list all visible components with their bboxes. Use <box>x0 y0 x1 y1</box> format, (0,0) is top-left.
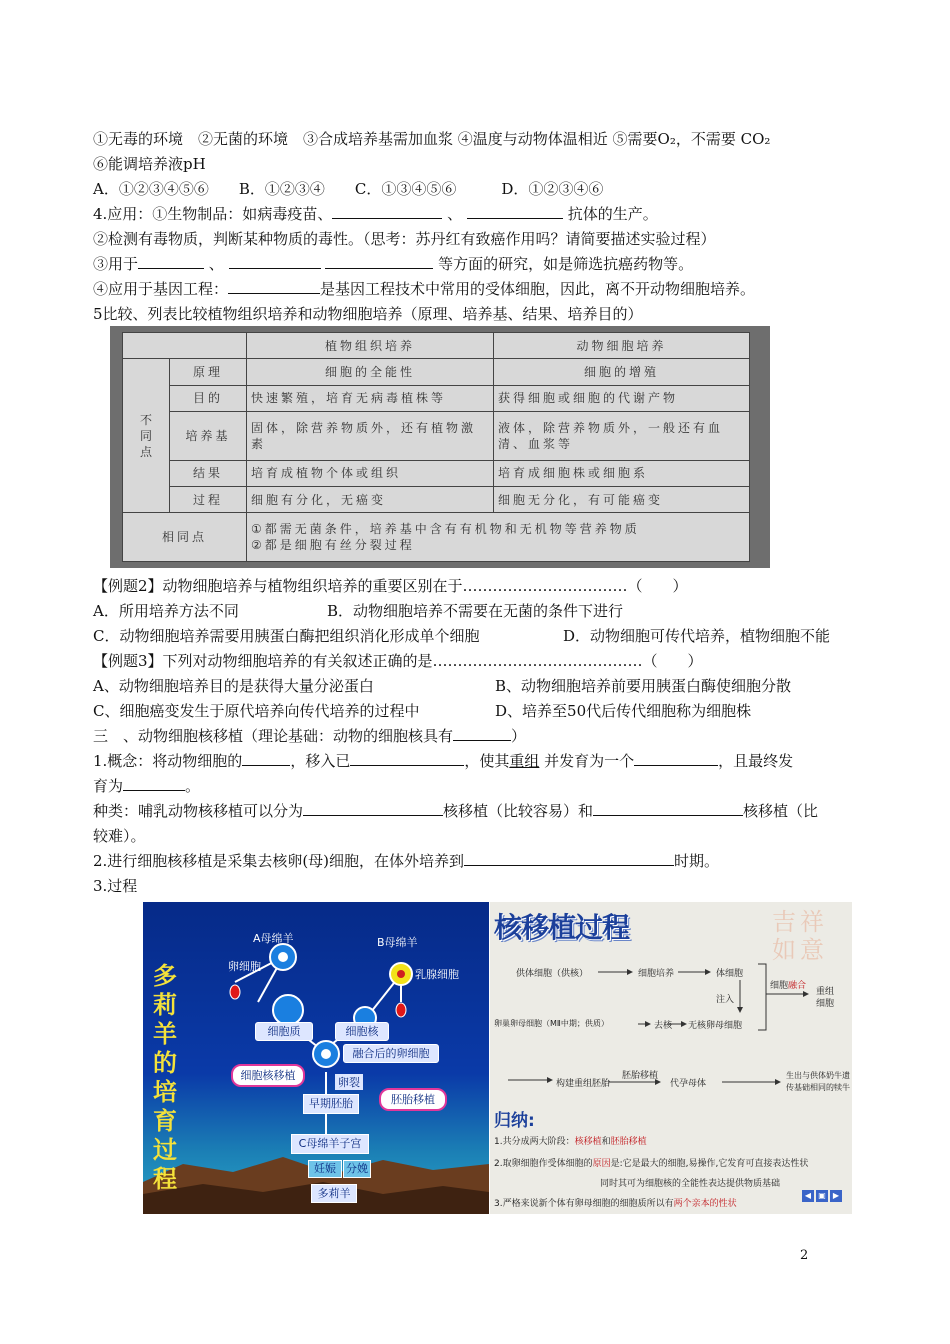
table-cell: 细胞无分化，有可能癌变 <box>494 487 750 513</box>
early-embryo-box: 早期胚胎 <box>303 1094 359 1114</box>
table-cell: 细胞有分化，无癌变 <box>247 487 494 513</box>
choice-b[interactable]: B．动物细胞培养不需要在无菌的条件下进行 <box>327 602 624 620</box>
cell-culture-label: 细胞培养 <box>638 969 675 979</box>
fill-blank[interactable] <box>464 851 674 866</box>
table-cell: 快速繁殖，培育无病毒植株等 <box>247 385 494 411</box>
nuclear-transfer-diagram <box>490 902 852 1214</box>
row-label: 原理 <box>170 359 247 385</box>
answer-choices: A．①②③④⑤⑥ B．①②③④ C．①③④⑤⑥ D．①②③④⑥ <box>93 180 604 198</box>
next-slide-icon[interactable]: ▶ <box>830 1190 842 1202</box>
table-row <box>123 513 750 562</box>
home-slide-icon[interactable]: ▣ <box>816 1190 828 1202</box>
table-head-plant: 植物组织培养 <box>247 333 494 359</box>
application-line: ②检测有毒物质，判断某种物质的毒性。（思考：苏丹红有致癌作用吗？请简要描述实验过程） <box>93 230 716 248</box>
cytoplasm-box: 细胞质 <box>255 1022 313 1041</box>
somatic-cell-label: 体细胞 <box>716 969 744 979</box>
choice-c[interactable]: C．动物细胞培养需要用胰蛋白酶把组织消化形成单个细胞 <box>93 627 480 645</box>
choice-c[interactable]: C、细胞癌变发生于原代培养向传代培养的过程中 <box>93 702 420 720</box>
application-line: ③用于 、 等方面的研究，如是筛选抗癌药物等。 <box>93 255 694 273</box>
summary-line: 同时其可为细胞核的全能性表达提供物质基础 <box>600 1179 781 1189</box>
comparison-table <box>122 332 750 562</box>
embryo-transfer-label: 胚胎移植 <box>622 1071 659 1081</box>
fill-blank[interactable] <box>593 801 743 816</box>
summary-line: 2.取卵细胞作受体细胞的原因是:它是最大的细胞,易操作,它发育可直接表达性状 <box>494 1159 809 1169</box>
enucleated-egg-shape <box>273 995 303 1025</box>
decorative-stamp: 吉祥如意 <box>772 908 828 964</box>
table-cell: 培育成细胞株或细胞系 <box>494 460 750 486</box>
fused-egg-box: 融合后的卵细胞 <box>343 1044 439 1063</box>
build-embryo-label: 构建重组胚胎 <box>556 1079 611 1089</box>
table-head-animal: 动物细胞培养 <box>494 333 750 359</box>
choice-d[interactable]: D．动物细胞可传代培养，植物细胞不能 <box>563 627 831 645</box>
pregnancy-box: 妊娠 <box>308 1160 342 1178</box>
removed-nucleus-shape <box>230 985 240 999</box>
fusion-label: 细胞融合 <box>770 981 807 991</box>
row-label: 目的 <box>170 385 247 411</box>
fill-blank[interactable] <box>138 254 204 269</box>
recombinant-cell-label: 重组细胞 <box>816 987 835 1009</box>
table-cell: 细胞的全能性 <box>247 359 494 385</box>
application-line: ④应用于基因工程： 是基因工程技术中常用的受体细胞，因此，离不开动物细胞培养。 <box>93 280 756 298</box>
fill-blank[interactable] <box>123 776 185 791</box>
summary-title: 归纳: <box>494 1111 535 1131</box>
table-cell: 液体，除营养物质外，一般还有血清、血浆等 <box>494 412 750 461</box>
table-cell: 获得细胞或细胞的代谢产物 <box>494 385 750 411</box>
summary-line: 1.共分成两大阶段：核移植和胚胎移植 <box>494 1137 647 1147</box>
oocyte-label: 卵巢卵母细胞（MⅡ中期；供质） <box>494 1019 609 1028</box>
fill-blank[interactable] <box>303 801 443 816</box>
choice-b[interactable]: B、动物细胞培养前要用胰蛋白酶使细胞分散 <box>495 677 792 695</box>
table-row <box>123 359 750 385</box>
fill-blank[interactable] <box>325 254 433 269</box>
sheep-b-label: B母绵羊 <box>377 936 418 949</box>
birth-box: 分娩 <box>343 1160 371 1178</box>
fill-blank[interactable] <box>467 204 563 219</box>
concept-line: 1.概念：将动物细胞的 ，移入已 ，使其重组 并发育为一个 ，且最终发 <box>93 752 794 770</box>
concept-line: 育为 。 <box>93 777 201 795</box>
choice-d[interactable]: D、培养至50代后传代细胞称为细胞株 <box>495 702 752 720</box>
fill-blank[interactable] <box>229 254 321 269</box>
comparison-table-image <box>110 326 770 568</box>
uterus-box: C母绵羊子宫 <box>291 1134 369 1154</box>
options-line: ①无毒的环境 ②无菌的环境 ③合成培养基需加血浆 ④温度与动物体温相近 ⑤需要O₂，不需要 CO₂ <box>93 130 771 148</box>
row-label: 结果 <box>170 460 247 486</box>
result-label: 生出与供体奶牛遗传基础相同的犊牛 <box>786 1071 850 1092</box>
options-line: ⑥能调培养液pH <box>93 155 206 173</box>
table-row <box>123 385 750 411</box>
table-cell: 固体，除营养物质外，还有植物激素 <box>247 412 494 461</box>
choice-a[interactable]: A、动物细胞培养目的是获得大量分泌蛋白 <box>93 677 374 695</box>
surrogate-label: 代孕母体 <box>670 1079 707 1089</box>
dolly-diagram <box>143 902 489 1214</box>
process-title: 核移植过程 <box>494 911 630 944</box>
egg-label: 卵细胞 <box>228 960 261 973</box>
table-cell: ①都需无菌条件，培养基中含有有机物和无机物等营养物质 ②都是细胞有丝分裂过程 <box>247 513 750 562</box>
example2-question: 【例题2】动物细胞培养与植物组织培养的重要区别在于……………………………（ ） <box>93 577 688 595</box>
types-line: 较难）。 <box>93 827 146 845</box>
process-heading: 3.过程 <box>93 877 138 895</box>
fill-blank[interactable] <box>332 204 442 219</box>
summary-line: 3.严格来说新个体有卵母细胞的细胞质所以有两个亲本的性状 <box>494 1199 737 1209</box>
row-label: 相同点 <box>123 513 247 562</box>
row-label: 培养基 <box>170 412 247 461</box>
embryo-transfer-bubble: 胚胎移植 <box>379 1088 447 1111</box>
diff-label: 不同点 <box>123 359 170 513</box>
culture-line: 2.进行细胞核移植是采集去核卵(母)细胞，在体外培养到 时期。 <box>93 852 720 870</box>
dolly-title: 多莉羊的培育过程 <box>153 962 177 1193</box>
table-row <box>123 487 750 513</box>
dolly-box: 多莉羊 <box>311 1184 357 1203</box>
sheep-a-label: A母绵羊 <box>253 932 294 945</box>
choice-a[interactable]: A．所用培养方法不同 <box>93 602 239 620</box>
row-label: 过程 <box>170 487 247 513</box>
application-line: 4.应用：①生物制品：如病毒疫苗、 、 抗体的生产。 <box>93 205 658 223</box>
enucleate-label: 去核 <box>654 1021 673 1031</box>
fill-blank[interactable] <box>228 279 320 294</box>
comparison-heading: 5比较、列表比较植物组织培养和动物细胞培养（原理、培养基、结果、培养目的） <box>93 305 643 323</box>
fill-blank[interactable] <box>242 751 290 766</box>
table-row <box>123 460 750 486</box>
nucleus-box: 细胞核 <box>335 1022 389 1041</box>
nuclear-transfer-bubble: 细胞核移植 <box>231 1064 305 1087</box>
enucleated-oocyte-label: 无核卵母细胞 <box>688 1021 743 1031</box>
fill-blank[interactable] <box>634 751 718 766</box>
table-cell: 培育成植物个体或组织 <box>247 460 494 486</box>
types-line: 种类：哺乳动物核移植可以分为 核移植（比较容易）和 核移植（比 <box>93 802 819 820</box>
example3-question: 【例题3】下列对动物细胞培养的有关叙述正确的是……………………………………（ ） <box>93 652 703 670</box>
table-cell: 细胞的增殖 <box>494 359 750 385</box>
fill-blank[interactable] <box>453 726 511 741</box>
table-header <box>123 333 750 359</box>
donor-cell-label: 供体细胞（供核） <box>516 969 589 979</box>
inject-label: 注入 <box>716 995 735 1005</box>
cleavage-label: 卵裂 <box>335 1074 363 1090</box>
fill-blank[interactable] <box>350 751 464 766</box>
section-heading: 三 、动物细胞核移植（理论基础：动物的细胞核具有 ） <box>93 727 527 745</box>
slide-nav <box>802 1190 842 1202</box>
page-number: 2 <box>800 1248 809 1263</box>
udder-label: 乳腺细胞 <box>415 968 459 981</box>
prev-slide-icon[interactable]: ◀ <box>802 1190 814 1202</box>
table-row <box>123 412 750 461</box>
